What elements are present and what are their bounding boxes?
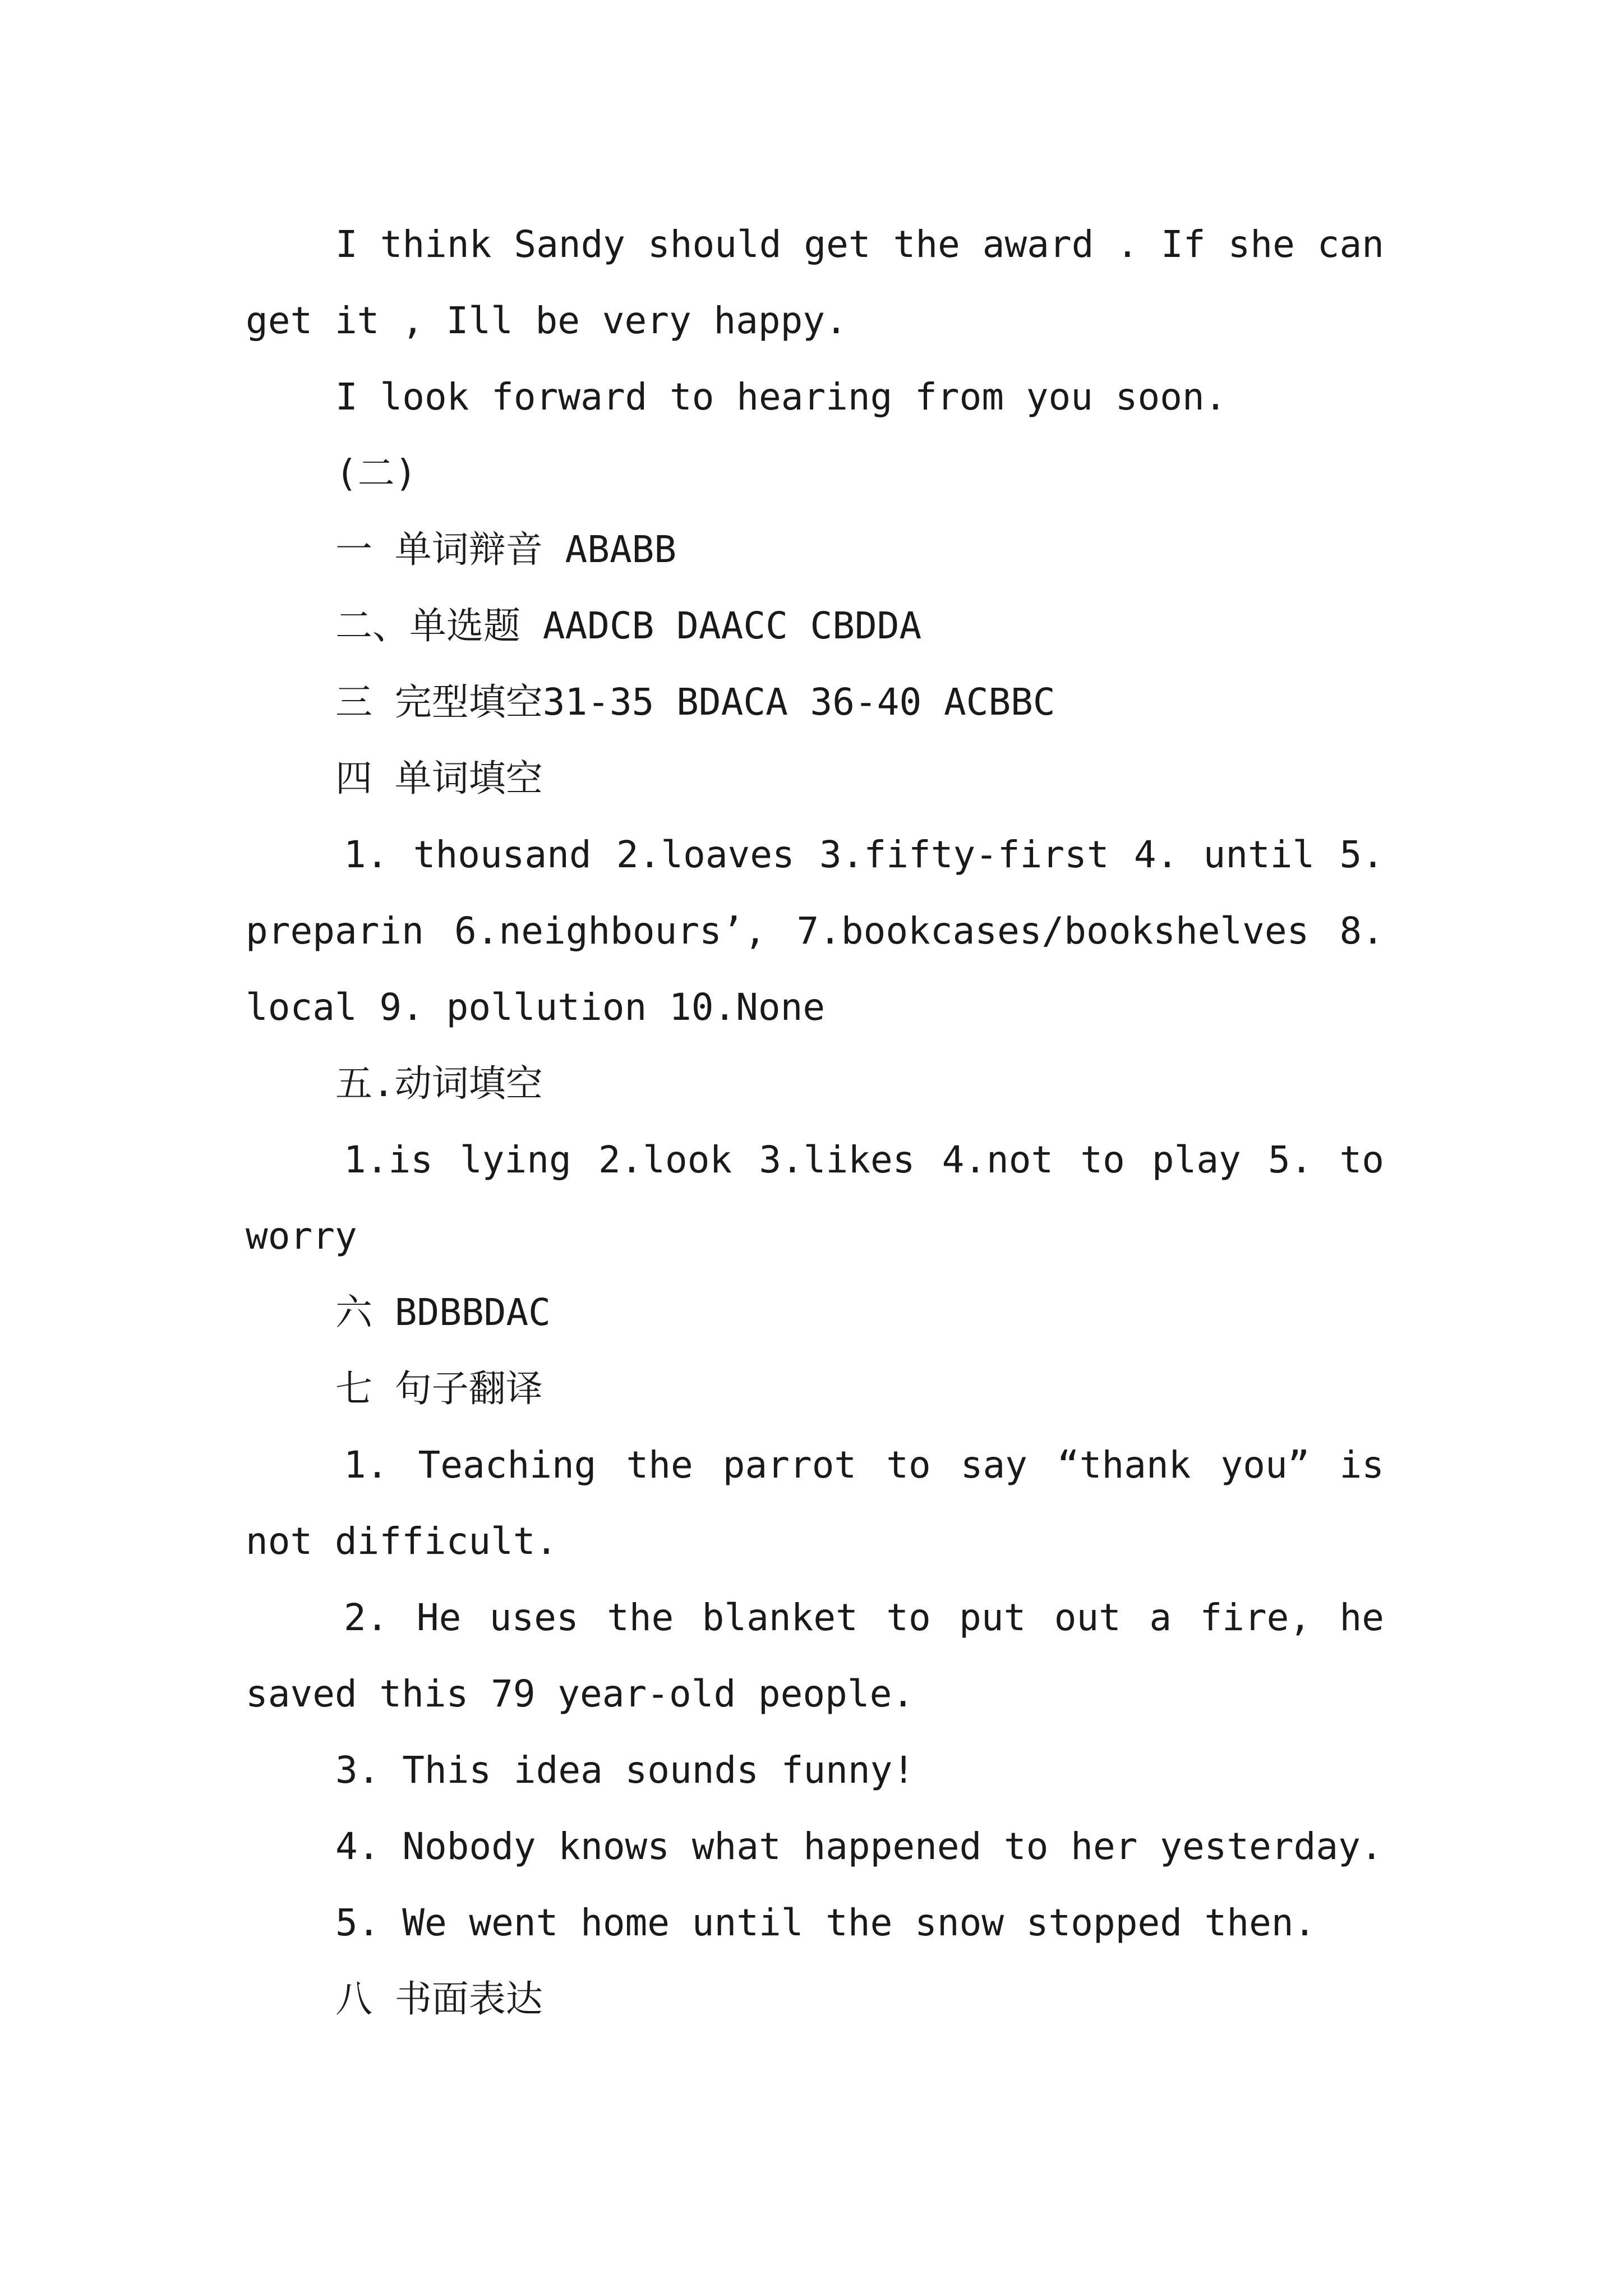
section-heading: 八 书面表达 — [335, 1977, 543, 2021]
section-heading: 五.动词填空 — [335, 1062, 543, 1105]
text-line: worry — [246, 1214, 357, 1258]
text-line: 3. This idea sounds funny! — [335, 1749, 915, 1792]
section-heading: 二、单选题 AADCB DAACC CBDDA — [335, 604, 922, 647]
text-line: 4. Nobody knows what happened to her yesterday. — [335, 1825, 1383, 1868]
text-line: I look forward to hearing from you soon. — [335, 375, 1227, 418]
text-line: not difficult. — [246, 1520, 558, 1563]
text-line: 1. Teaching the parrot to say “thank you” is — [344, 1443, 1384, 1487]
section-heading: 七 句子翻译 — [335, 1367, 543, 1410]
text-line: saved this 79 year-old people. — [246, 1672, 915, 1715]
text-line: 2. He uses the blanket to put out a fire, he — [344, 1596, 1384, 1639]
text-line: preparin 6.neighbours’, 7.bookcases/bookshelves 8. — [246, 909, 1384, 953]
text-line: 1. thousand 2.loaves 3.fifty-first 4. until 5. — [344, 833, 1384, 876]
text-line: local 9. pollution 10.None — [246, 986, 826, 1029]
text-line: get it , Ill be very happy. — [246, 299, 847, 342]
section-heading: 一 单词辩音 ABABB — [335, 528, 677, 571]
section-heading: 六 BDBBDAC — [335, 1291, 551, 1334]
section-heading: 四 单词填空 — [335, 757, 543, 800]
section-heading: 三 完型填空31-35 BDACA 36-40 ACBBC — [335, 680, 1055, 724]
text-line: 5. We went home until the snow stopped then. — [335, 1901, 1316, 1944]
section-heading: (二) — [335, 452, 417, 495]
text-line: 1.is lying 2.look 3.likes 4.not to play 5. to — [344, 1138, 1384, 1181]
text-line: I think Sandy should get the award . If she can — [335, 223, 1384, 266]
